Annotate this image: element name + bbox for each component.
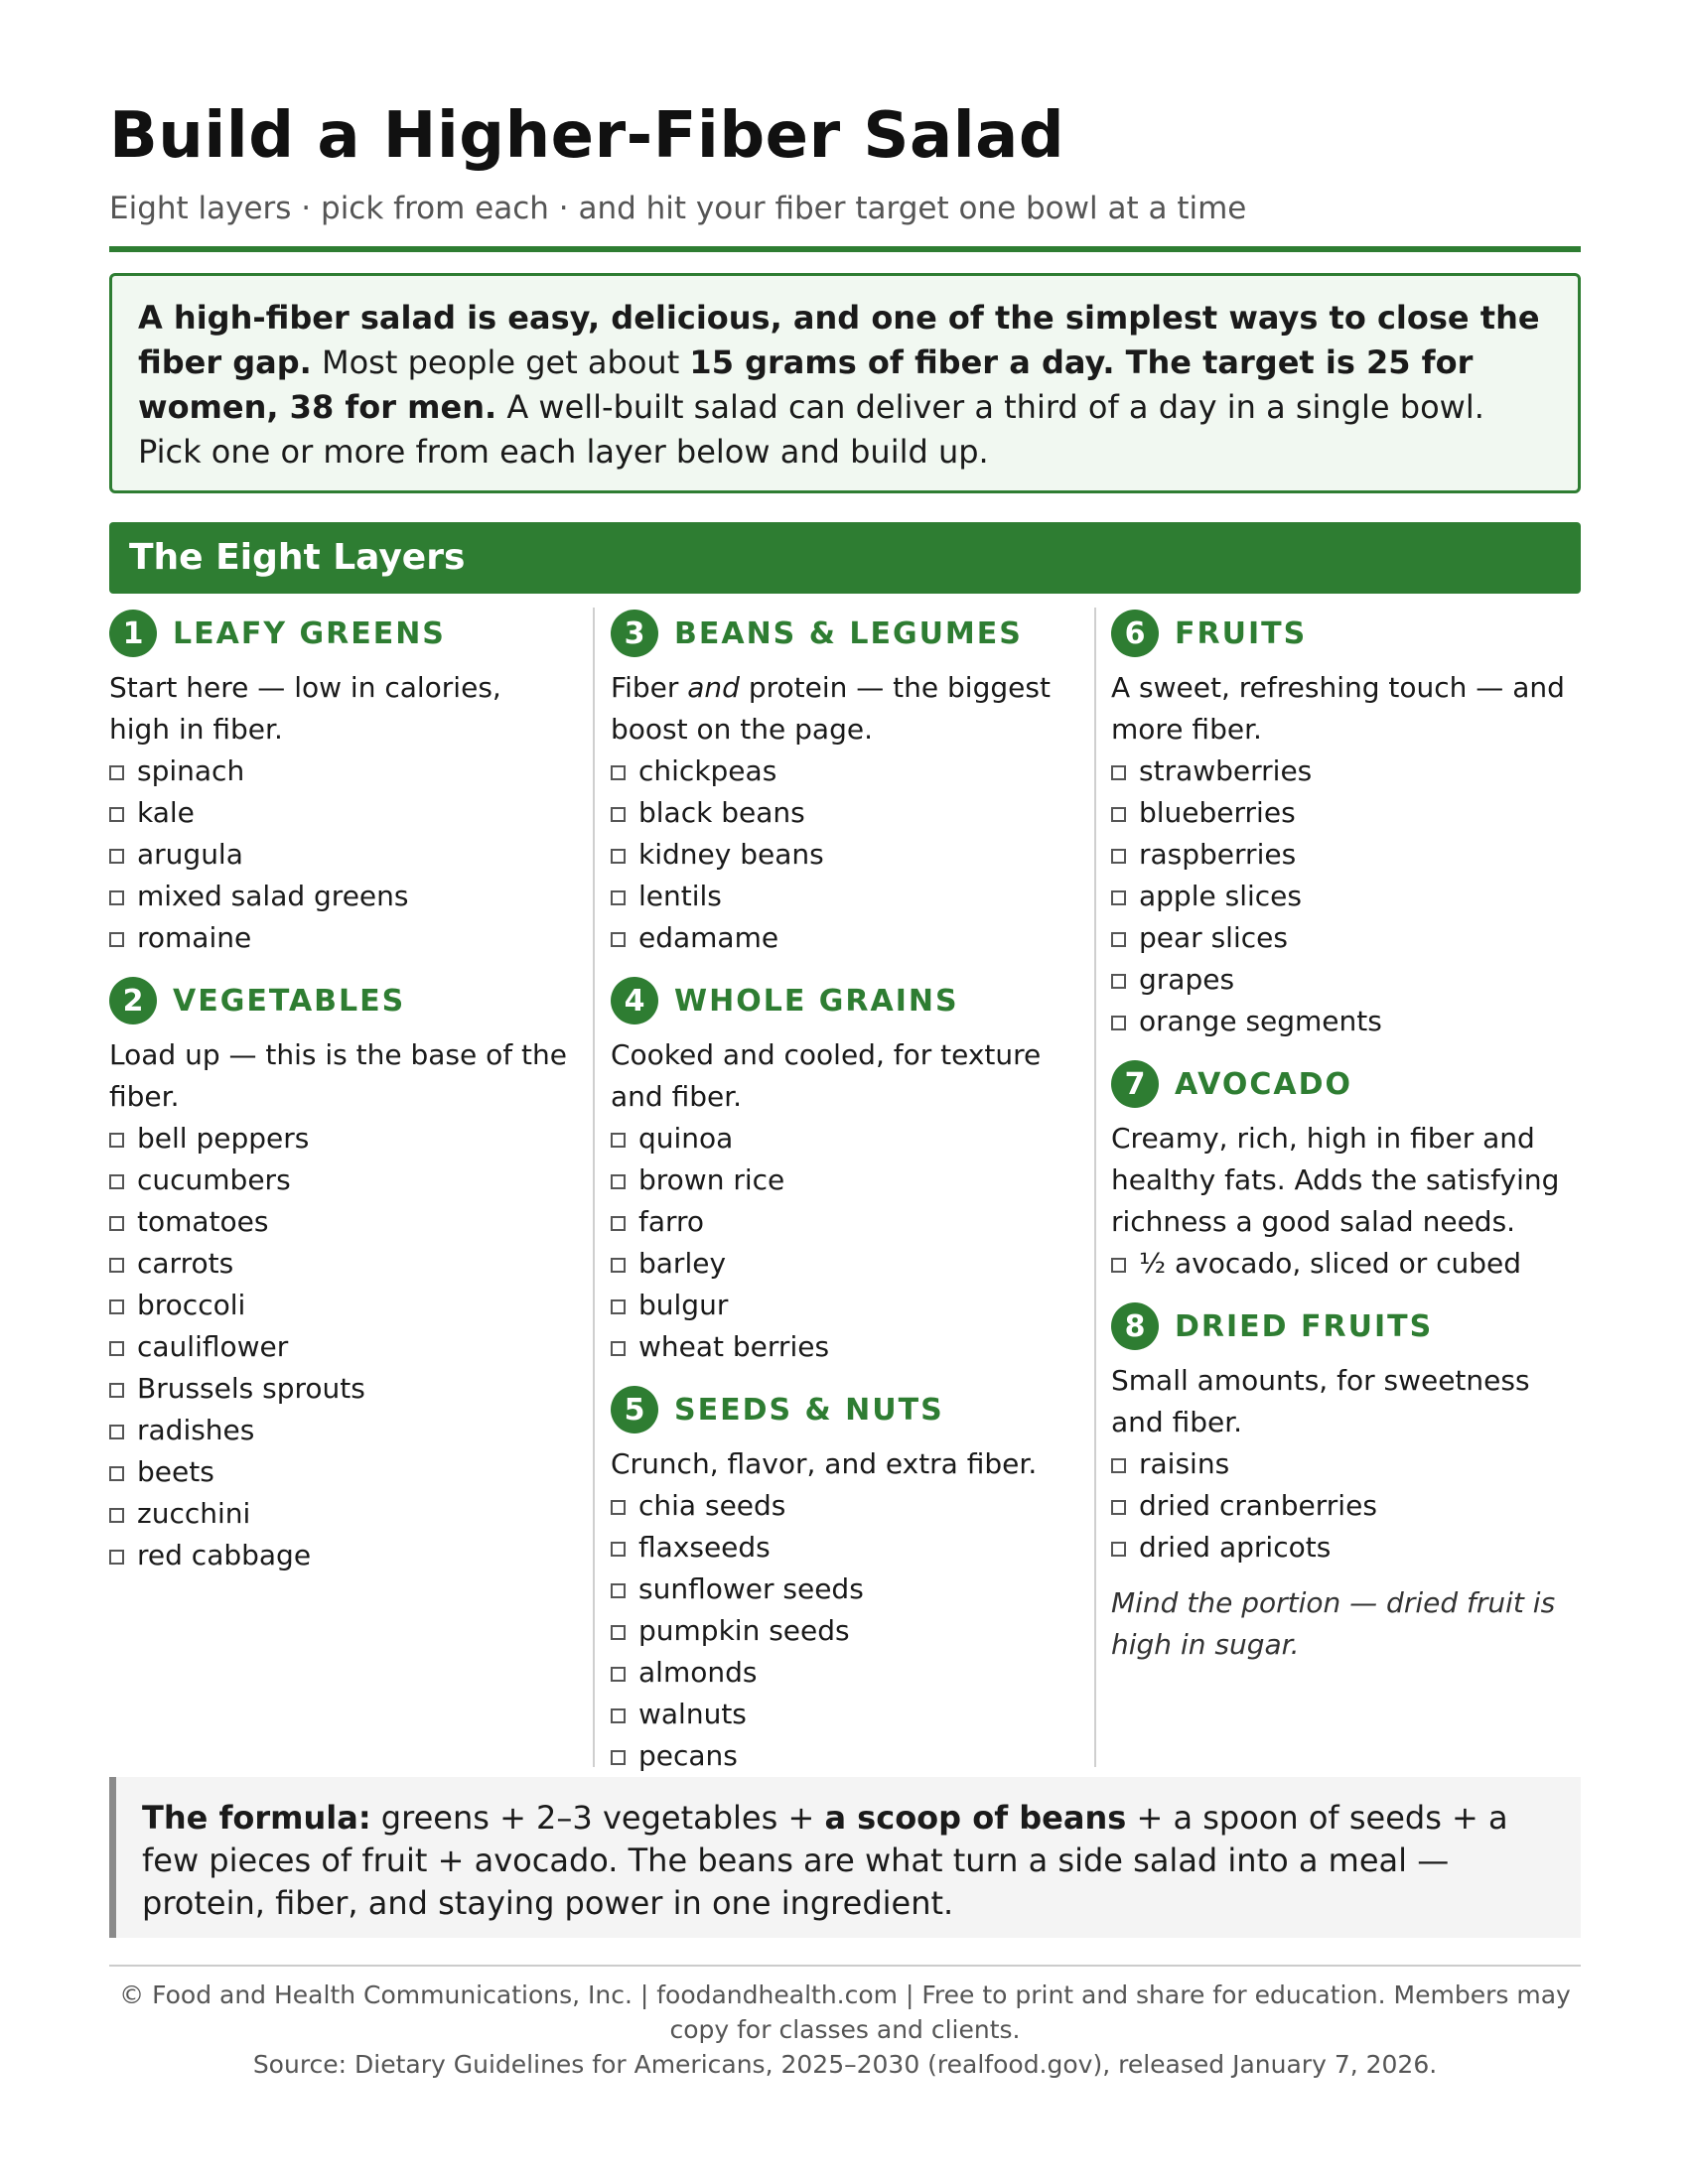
checkbox-icon[interactable] [1111, 807, 1126, 822]
layer-description: Start here — low in calories, high in fiber. [109, 671, 501, 746]
layer-description: Fiber and protein — the biggest boost on the page. [611, 671, 1051, 746]
checkbox-icon[interactable] [611, 1750, 626, 1765]
list-item: farro [611, 1201, 1071, 1243]
list-item: bulgur [611, 1285, 1071, 1326]
list-item: chia seeds [611, 1485, 1071, 1527]
ingredient-list [611, 751, 1071, 959]
layer-whole-grains [611, 975, 1071, 1368]
list-item: blueberries [1111, 792, 1572, 834]
checkbox-icon[interactable] [611, 1341, 626, 1356]
ingredient-list [109, 751, 570, 959]
list-item: barley [611, 1243, 1071, 1285]
title-divider [109, 246, 1581, 252]
list-item: brown rice [611, 1160, 1071, 1201]
checkbox-icon[interactable] [611, 1174, 626, 1189]
list-item: pumpkin seeds [611, 1610, 1071, 1652]
layer-description: Creamy, rich, high in fiber and healthy fats. Adds the satisfying richness a good salad needs. [1111, 1122, 1560, 1238]
checkbox-icon[interactable] [611, 807, 626, 822]
list-item: cucumbers [109, 1160, 570, 1201]
layer-description: Cooked and cooled, for texture and fiber. [611, 1038, 1042, 1113]
layer-beans-legumes [611, 608, 1071, 959]
list-item: black beans [611, 792, 1071, 834]
intro-lead: A high-fiber salad is easy, delicious, and one of the simplest ways to close the fiber gap. [138, 299, 1540, 381]
intro-text-2: A well-built salad can deliver a third of a day in a single bowl. Pick one or more from each layer below and build up. [138, 388, 1484, 471]
checkbox-icon[interactable] [611, 1542, 626, 1557]
checkbox-icon[interactable] [109, 807, 124, 822]
layer-avocado [1111, 1058, 1572, 1285]
list-item: orange segments [1111, 1001, 1572, 1042]
intro-target: 15 grams of fiber a day. The target is 25 for women, 38 for men. [138, 343, 1474, 426]
list-item: dried cranberries [1111, 1485, 1572, 1527]
layer-title: WHOLE GRAINS [674, 983, 959, 1019]
list-item: lentils [611, 876, 1071, 917]
layer-title: BEANS & LEGUMES [674, 615, 1023, 651]
checkbox-icon[interactable] [109, 849, 124, 864]
layer-title: AVOCADO [1175, 1066, 1353, 1102]
list-item: carrots [109, 1243, 570, 1285]
column-2 [611, 608, 1071, 1793]
list-item: romaine [109, 917, 570, 959]
checkbox-icon[interactable] [611, 765, 626, 780]
checkbox-icon[interactable] [611, 1667, 626, 1682]
list-item: red cabbage [109, 1535, 570, 1576]
layer-title: VEGETABLES [173, 983, 406, 1019]
layer-number-badge: 2 [109, 977, 157, 1024]
checkbox-icon[interactable] [1111, 1458, 1126, 1473]
checkbox-icon[interactable] [109, 1174, 124, 1189]
layer-number-badge: 7 [1111, 1060, 1159, 1108]
list-item: bell peppers [109, 1118, 570, 1160]
list-item: Brussels sprouts [109, 1368, 570, 1410]
list-item: apple slices [1111, 876, 1572, 917]
checkbox-icon[interactable] [1111, 1542, 1126, 1557]
layer-number-badge: 3 [611, 610, 658, 657]
checkbox-icon[interactable] [109, 890, 124, 905]
list-item: kidney beans [611, 834, 1071, 876]
layer-number-badge: 4 [611, 977, 658, 1024]
ingredient-list [611, 1118, 1071, 1368]
layer-dried-fruits [1111, 1300, 1572, 1666]
checkbox-icon[interactable] [611, 1583, 626, 1598]
checkbox-icon[interactable] [611, 849, 626, 864]
checkbox-icon[interactable] [611, 1216, 626, 1231]
checkbox-icon[interactable] [611, 1258, 626, 1273]
footer-source: Source: Dietary Guidelines for Americans, 2025–2030 (realfood.gov), released January 7, 2026. [252, 2050, 1438, 2079]
layer-number-badge: 1 [109, 610, 157, 657]
checkbox-icon[interactable] [109, 1258, 124, 1273]
list-item: beets [109, 1451, 570, 1493]
list-item: chickpeas [611, 751, 1071, 792]
column-divider [593, 608, 595, 1767]
checkbox-icon[interactable] [611, 1299, 626, 1314]
layer-description: Crunch, flavor, and extra fiber. [611, 1447, 1038, 1480]
checkbox-icon[interactable] [611, 1133, 626, 1148]
checkbox-icon[interactable] [1111, 1016, 1126, 1030]
list-item: broccoli [109, 1285, 570, 1326]
list-item: sunflower seeds [611, 1569, 1071, 1610]
formula-box: The formula: greens + 2–3 vegetables + a scoop of beans + a spoon of seeds + a few pieces of fruit + avocado. The beans are what turn a side salad into a meal — protein, fiber, and staying power in one ingredient. [109, 1777, 1581, 1938]
checkbox-icon[interactable] [109, 1550, 124, 1565]
checkbox-icon[interactable] [611, 1708, 626, 1723]
page-subtitle: Eight layers · pick from each · and hit your fiber target one bowl at a time [109, 191, 1247, 226]
column-1 [109, 608, 570, 1592]
list-item: arugula [109, 834, 570, 876]
checkbox-icon[interactable] [109, 1508, 124, 1523]
footer-divider [109, 1965, 1581, 1967]
list-item: tomatoes [109, 1201, 570, 1243]
checkbox-icon[interactable] [109, 1383, 124, 1398]
checkbox-icon[interactable] [611, 1625, 626, 1640]
checkbox-icon[interactable] [1111, 932, 1126, 947]
ingredient-list [1111, 1443, 1572, 1569]
layer-title: FRUITS [1175, 615, 1308, 651]
list-item: ½ avocado, sliced or cubed [1111, 1243, 1572, 1285]
intro-box [109, 273, 1581, 493]
page-title: Build a Higher-Fiber Salad [109, 99, 1065, 173]
formula-beans: a scoop of beans [824, 1799, 1127, 1837]
list-item: wheat berries [611, 1326, 1071, 1368]
checkbox-icon[interactable] [109, 1216, 124, 1231]
layer-description: A sweet, refreshing touch — and more fiber. [1111, 671, 1565, 746]
layer-title: LEAFY GREENS [173, 615, 446, 651]
checkbox-icon[interactable] [611, 1500, 626, 1515]
layer-number-badge: 6 [1111, 610, 1159, 657]
checkbox-icon[interactable] [109, 1425, 124, 1439]
list-item: cauliflower [109, 1326, 570, 1368]
checkbox-icon[interactable] [109, 1341, 124, 1356]
intro-text-1: Most people get about [311, 343, 690, 381]
checkbox-icon[interactable] [109, 1299, 124, 1314]
footer-copyright: © Food and Health Communications, Inc. | foodandhealth.com | Free to print and share for education. Members may copy for classes and clients. [119, 1980, 1571, 2044]
layer-vegetables [109, 975, 570, 1576]
checkbox-icon[interactable] [1111, 1258, 1126, 1273]
ingredient-list [1111, 751, 1572, 1042]
checkbox-icon[interactable] [1111, 974, 1126, 989]
checkbox-icon[interactable] [109, 765, 124, 780]
section-header: The Eight Layers [109, 522, 1581, 594]
layer-number-badge: 5 [611, 1386, 658, 1433]
list-item: quinoa [611, 1118, 1071, 1160]
checkbox-icon[interactable] [1111, 1500, 1126, 1515]
checkbox-icon[interactable] [611, 932, 626, 947]
ingredient-list [109, 1118, 570, 1576]
checkbox-icon[interactable] [1111, 765, 1126, 780]
formula-label: The formula: [142, 1799, 371, 1837]
list-item: radishes [109, 1410, 570, 1451]
list-item: flaxseeds [611, 1527, 1071, 1569]
list-item: pecans [611, 1735, 1071, 1777]
checkbox-icon[interactable] [109, 1466, 124, 1481]
checkbox-icon[interactable] [109, 932, 124, 947]
list-item: raspberries [1111, 834, 1572, 876]
checkbox-icon[interactable] [1111, 849, 1126, 864]
list-item: walnuts [611, 1694, 1071, 1735]
list-item: strawberries [1111, 751, 1572, 792]
column-divider [1094, 608, 1096, 1767]
checkbox-icon[interactable] [1111, 890, 1126, 905]
list-item: spinach [109, 751, 570, 792]
ingredient-list [1111, 1243, 1572, 1285]
list-item: raisins [1111, 1443, 1572, 1485]
layer-number-badge: 8 [1111, 1302, 1159, 1350]
list-item: dried apricots [1111, 1527, 1572, 1569]
list-item: mixed salad greens [109, 876, 570, 917]
layer-description: Small amounts, for sweetness and fiber. [1111, 1364, 1530, 1438]
footer [109, 1978, 1581, 2082]
list-item: zucchini [109, 1493, 570, 1535]
list-item: pear slices [1111, 917, 1572, 959]
portion-note: Mind the portion — dried fruit is high in sugar. [1111, 1586, 1556, 1661]
layer-title: SEEDS & NUTS [674, 1392, 944, 1428]
list-item: grapes [1111, 959, 1572, 1001]
layer-description: Load up — this is the base of the fiber. [109, 1038, 567, 1113]
layer-title: DRIED FRUITS [1175, 1308, 1434, 1344]
column-3 [1111, 608, 1572, 1682]
list-item: almonds [611, 1652, 1071, 1694]
checkbox-icon[interactable] [611, 890, 626, 905]
layer-seeds-nuts [611, 1384, 1071, 1777]
ingredient-list [611, 1485, 1071, 1777]
list-item: kale [109, 792, 570, 834]
checkbox-icon[interactable] [109, 1133, 124, 1148]
layer-leafy-greens [109, 608, 570, 959]
layer-fruits [1111, 608, 1572, 1042]
list-item: edamame [611, 917, 1071, 959]
